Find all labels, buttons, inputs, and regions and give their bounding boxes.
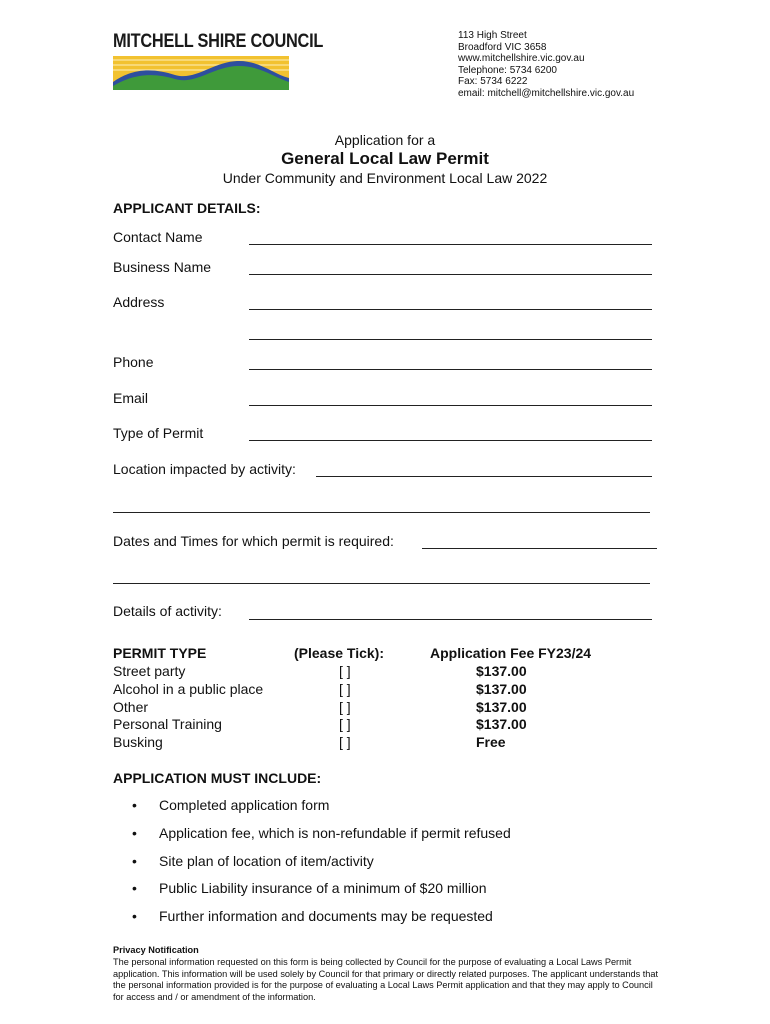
bullet-icon: • [132, 797, 137, 813]
fee-street-party: $137.00 [476, 663, 527, 679]
requirements-list [113, 796, 511, 935]
pre-title: Application for a [334, 132, 436, 148]
privacy-notification [113, 945, 659, 1004]
tick-box-personal-training[interactable]: [ ] [339, 716, 351, 733]
location-field-line-1[interactable] [316, 476, 652, 477]
list-item [113, 824, 511, 852]
permit-type-field[interactable] [249, 440, 652, 441]
location-label: Location impacted by activity: [113, 461, 296, 477]
bullet-icon: • [132, 852, 137, 869]
dates-times-field-line-2[interactable] [113, 583, 650, 584]
tick-column [339, 663, 351, 752]
phone-field[interactable] [249, 369, 652, 370]
phone-label: Phone [113, 354, 154, 370]
list-item [113, 852, 511, 880]
applicant-details-heading: APPLICANT DETAILS: [113, 200, 261, 216]
permit-type-busking: Busking [113, 734, 163, 751]
permit-type-other: Other [113, 698, 149, 715]
privacy-body: The personal information requested on this form is being collected by Council for the purpose of evaluating a Local Laws Permit application. This information will be used solely by Council for that primary or directly related purposes. The applicant understands that the personal information provided is for the purpose of evaluating a Local Laws Permit application and that they may apply to Council for access and / or amendment of the information. [113, 956, 659, 1003]
bullet-icon: • [132, 880, 137, 897]
address-field-line-1[interactable] [249, 309, 652, 310]
contact-email[interactable]: email: mitchell@mitchellshire.vic.gov.au [458, 87, 635, 99]
contact-fax: Fax: 5734 6222 [458, 76, 528, 88]
fee-column-header: Application Fee FY23/24 [430, 645, 592, 661]
tick-box-street-party[interactable]: [ ] [339, 663, 351, 679]
tick-box-other[interactable]: [ ] [339, 698, 351, 715]
dates-times-label: Dates and Times for which permit is required: [113, 533, 394, 549]
details-field[interactable] [249, 619, 652, 620]
council-contact-details [458, 30, 634, 100]
contact-suburb-line: Broadford VIC 3658 [458, 41, 547, 53]
details-label: Details of activity: [113, 603, 222, 619]
permit-type-label: Type of Permit [113, 425, 204, 441]
permit-type-personal-training: Personal Training [113, 716, 222, 733]
contact-address-line: 113 High Street [458, 30, 527, 41]
location-field-line-2[interactable] [113, 512, 650, 513]
business-name-label: Business Name [113, 259, 212, 275]
permit-type-street-party: Street party [113, 663, 186, 679]
tick-box-alcohol[interactable]: [ ] [339, 680, 351, 697]
list-item [113, 796, 511, 824]
council-logo-graphic-icon [113, 56, 289, 95]
contact-telephone: Telephone: 5734 6200 [458, 64, 557, 76]
fee-personal-training: $137.00 [476, 716, 527, 733]
fee-other: $137.00 [476, 698, 527, 715]
bullet-icon: • [132, 908, 137, 925]
tick-box-busking[interactable]: [ ] [339, 734, 351, 751]
form-subtitle: Under Community and Environment Local Law 2022 [222, 170, 548, 186]
requirement-text: Completed application form [159, 797, 330, 813]
permit-type-alcohol: Alcohol in a public place [113, 680, 264, 697]
permit-type-column [113, 663, 263, 752]
contact-name-field[interactable] [249, 244, 652, 245]
address-label: Address [113, 294, 165, 310]
dates-times-field-line-1[interactable] [422, 548, 657, 549]
fee-busking: Free [476, 734, 506, 751]
privacy-heading: Privacy Notification [113, 945, 199, 955]
business-name-field[interactable] [249, 274, 652, 275]
email-label: Email [113, 390, 149, 406]
requirements-heading: APPLICATION MUST INCLUDE: [113, 770, 322, 786]
form-title: General Local Law Permit [281, 149, 489, 168]
requirement-text: Public Liability insurance of a minimum of $20 million [159, 880, 487, 897]
requirement-text: Application fee, which is non-refundable if permit refused [159, 824, 511, 841]
permit-type-column-header: PERMIT TYPE [113, 645, 207, 661]
contact-name-label: Contact Name [113, 229, 203, 245]
requirement-text: Further information and documents may be requested [159, 908, 493, 925]
fee-alcohol: $137.00 [476, 680, 527, 697]
requirement-text: Site plan of location of item/activity [159, 852, 374, 869]
email-field[interactable] [249, 405, 652, 406]
bullet-icon: • [132, 824, 137, 841]
list-item [113, 879, 511, 907]
council-logo-text: MITCHELL SHIRE COUNCIL [113, 31, 324, 52]
list-item [113, 907, 511, 935]
fee-column [476, 663, 527, 752]
tick-column-header: (Please Tick): [294, 645, 385, 661]
contact-website[interactable]: www.mitchellshire.vic.gov.au [458, 53, 585, 65]
address-field-line-2[interactable] [249, 339, 652, 340]
